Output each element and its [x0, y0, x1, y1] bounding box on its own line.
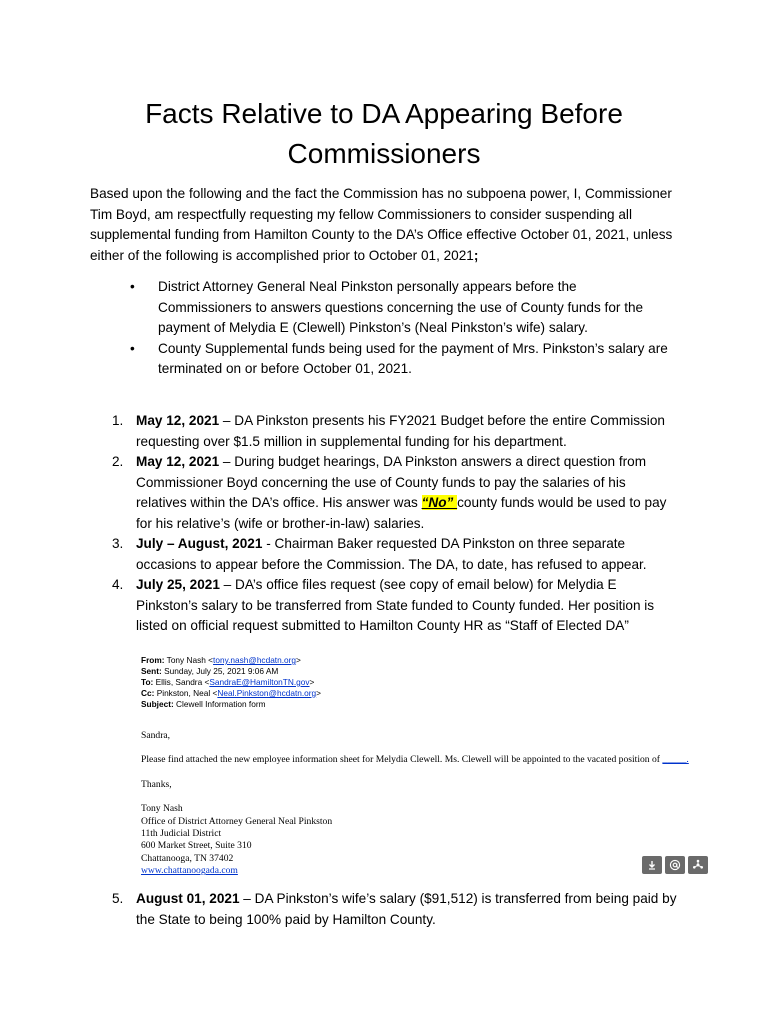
signature-city: Chattanooga, TN 37402 — [141, 852, 234, 864]
item-date: August 01, 2021 — [136, 891, 240, 906]
subject-label: Subject: — [141, 698, 174, 709]
item-date: May 12, 2021 — [136, 454, 220, 469]
cc-label: Cc: — [141, 687, 155, 698]
intro-text: Based upon the following and the fact the Commission has no subpoena power, I, Commissioner Tim Boyd, am respectfully requesting my fellow Commissioners to consider suspending all supplemental funding from Hamilton County to the DA’s Office effective October 01, 2021, unless either of the following is accomplished prior to October 01, 2021 — [90, 186, 673, 263]
from-email-link[interactable]: tony.nash@hcdatn.org — [213, 655, 297, 665]
from-name: Tony Nash < — [166, 655, 214, 665]
cc-name: Pinkston, Neal < — [156, 687, 218, 698]
bullet-text: County Supplemental funds being used for the payment of Mrs. Pinkston’s salary are terminated on or before October 01, 2021. — [158, 340, 668, 376]
cc-email-link[interactable]: Neal.Pinkston@hcdatn.org — [217, 687, 317, 698]
from-end: > — [296, 655, 301, 665]
list-item — [108, 452, 678, 534]
intro-paragraph — [90, 184, 690, 266]
signature-name: Tony Nash — [141, 803, 183, 815]
email-message — [141, 754, 731, 766]
signature-address: 600 Market Street, Suite 310 — [141, 840, 252, 852]
item-number: 3. — [112, 536, 124, 551]
to-label: To: — [141, 676, 154, 687]
email-subject-line — [141, 699, 721, 710]
to-end: > — [309, 676, 315, 687]
signature-district: 11th Judicial District — [141, 828, 222, 840]
item-text: – DA Pinkston’s wife’s salary ($91,512) is transferred from being paid by the State to being 100% paid by Hamilton County. — [136, 891, 677, 927]
item-text: county funds would be used to pay for his relative’s (wife or brother-in-law) salaries. — [136, 495, 667, 531]
email-header — [141, 655, 721, 710]
intro-end: ; — [473, 247, 479, 263]
item-text: – DA Pinkston presents his FY2021 Budget before the entire Commission requesting over $1.5 million in supplemental funding for his department. — [136, 413, 665, 449]
item-date: July – August, 2021 — [136, 536, 263, 551]
item-number: 1. — [112, 413, 124, 428]
to-name: Ellis, Sandra < — [155, 676, 210, 687]
signature-office: Office of District Attorney General Neal Pinkston — [141, 815, 333, 827]
sent-label: Sent: — [141, 665, 162, 676]
item-number: 5. — [112, 891, 124, 906]
to-email-link[interactable]: SandraE@HamiltonTN.gov — [209, 676, 310, 687]
email-closing: Thanks, — [141, 778, 172, 790]
item-text: – DA’s office files request (see copy of email below) for Melydia E Pinkston’s salary to be transferred from State funded to County funded. Her position is listed on official request submitted to Hamilton County HR as “Staff of Elected DA” — [136, 577, 655, 633]
download-icon — [647, 860, 657, 870]
facts-list — [108, 411, 678, 637]
document-toolbar — [642, 856, 708, 874]
bullet-text: District Attorney General Neal Pinkston personally appears before the Commissioners to answers questions concerning the use of County funds for the payment of Melydia E (Clewell) Pinkston’s (Neal Pinkston’s wife) salary. — [158, 279, 644, 335]
share-button[interactable] — [688, 856, 708, 874]
position-blank: _____. — [662, 754, 689, 766]
email-message-text: Please find attached the new employee information sheet for Melydia Clewell. Ms. Clewell will be appointed to the vacated position of — [141, 754, 663, 766]
sent-value: Sunday, July 25, 2021 9:06 AM — [164, 665, 279, 676]
signature-website-link[interactable]: www.chattanoogada.com — [141, 865, 238, 877]
email-greeting: Sandra, — [141, 730, 171, 741]
item-text: - Chairman Baker requested DA Pinkston on three separate occasions to appear before the Commission. The DA, to date, has refused to appear. — [136, 536, 647, 572]
item-date: July 25, 2021 — [136, 577, 220, 592]
download-button[interactable] — [642, 856, 662, 874]
item-text: – During budget hearings, DA Pinkston answers a direct question from Commissioner Boyd concerning the use of County funds to pay the salaries of his relatives within the DA’s office. His answer was — [136, 454, 647, 510]
highlighted-answer: “No” — [421, 495, 458, 510]
cc-end: > — [316, 687, 322, 698]
from-label: From: — [141, 655, 165, 665]
share-icon — [692, 859, 704, 871]
list-item — [108, 575, 678, 637]
facts-list-continued — [108, 889, 678, 930]
list-item — [108, 534, 678, 575]
conditions-list — [130, 277, 670, 380]
item-number: 2. — [112, 454, 124, 469]
email-button[interactable] — [665, 856, 685, 874]
list-item — [108, 889, 678, 930]
list-item — [130, 339, 670, 380]
subject-value: Clewell Information form — [176, 698, 266, 709]
email-sent-line — [141, 666, 721, 677]
email-to-line — [141, 677, 721, 688]
list-item — [130, 277, 670, 339]
email-from-line — [141, 655, 721, 666]
list-item — [108, 411, 678, 452]
bullet-symbol: • — [130, 279, 135, 294]
email-icon — [669, 859, 681, 871]
page-title: Facts Relative to DA Appearing Before Commissioners — [145, 98, 623, 169]
item-date: May 12, 2021 — [136, 413, 220, 428]
bullet-symbol: • — [130, 340, 135, 356]
item-number: 4. — [112, 577, 124, 592]
email-cc-line — [141, 688, 721, 699]
